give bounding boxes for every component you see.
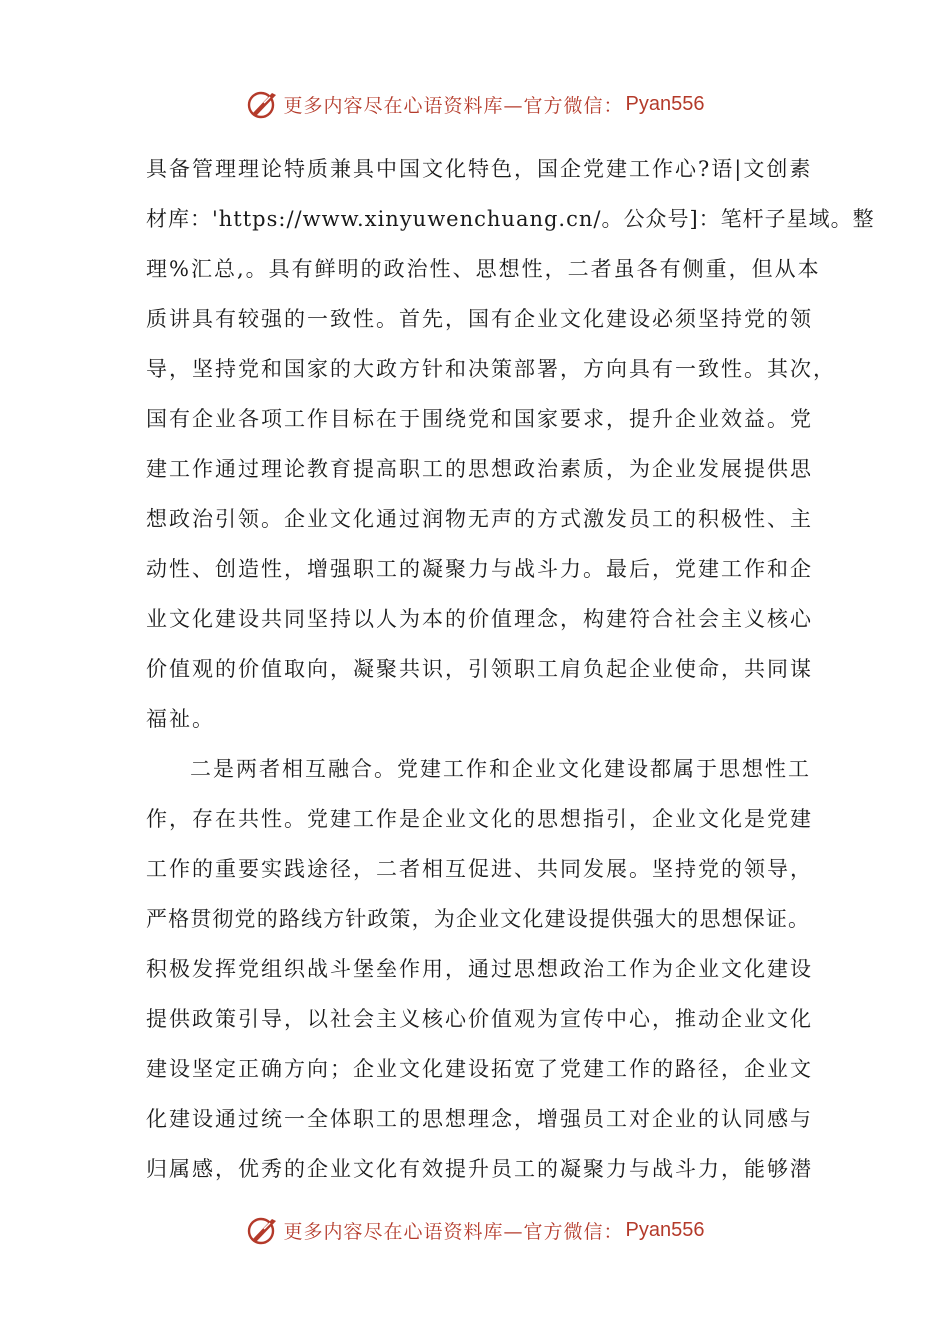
text-line: 建工作通过理论教育提高职工的思想政治素质，为企业发展提供思 <box>146 457 813 481</box>
text-line: 归属感，优秀的企业文化有效提升员工的凝聚力与战斗力，能够潜 <box>146 1157 813 1181</box>
quill-logo-icon <box>246 87 280 121</box>
text-line: 导，坚持党和国家的大政方针和决策部署，方向具有一致性。其次， <box>146 357 836 381</box>
header-watermark-banner <box>0 86 950 122</box>
text-line: 化建设通过统一全体职工的思想理念，增强员工对企业的认同感与 <box>146 1107 813 1131</box>
text-line: 想政治引领。企业文化通过润物无声的方式激发员工的积极性、主 <box>146 507 813 531</box>
text-line: 动性、创造性，增强职工的凝聚力与战斗力。最后，党建工作和企 <box>146 557 813 581</box>
text-line: 建设坚定正确方向；企业文化建设拓宽了党建工作的路径，企业文 <box>146 1057 813 1081</box>
document-body <box>146 144 875 1194</box>
quill-logo-icon <box>246 1213 280 1247</box>
text-line: 积极发挥党组织战斗堡垒作用，通过思想政治工作为企业文化建设 <box>146 957 813 981</box>
text-line: 工作的重要实践途径，二者相互促进、共同发展。坚持党的领导， <box>146 857 813 881</box>
footer-watermark-banner <box>0 1212 950 1248</box>
paragraph-1 <box>146 144 875 744</box>
wechat-id: Pyan556 <box>625 1218 705 1241</box>
text-line: 二是两者相互融合。党建工作和企业文化建设都属于思想性工 <box>190 757 811 781</box>
text-line: 质讲具有较强的一致性。首先，国有企业文化建设必须坚持党的领 <box>146 307 813 331</box>
text-line: 提供政策引导，以社会主义核心价值观为宣传中心，推动企业文化 <box>146 1007 813 1031</box>
text-line: 业文化建设共同坚持以人为本的价值理念，构建符合社会主义核心 <box>146 607 813 631</box>
text-line: 材库：'https://www.xinyuwenchuang.cn/。公众号]：笔杆子星域。整 <box>146 207 875 231</box>
text-line: 价值观的价值取向，凝聚共识，引领职工肩负起企业使命，共同谋 <box>146 657 813 681</box>
wechat-id: Pyan556 <box>625 92 705 115</box>
banner-text: 更多内容尽在心语资料库—官方微信： <box>283 1220 624 1243</box>
text-line: 具备管理理论特质兼具中国文化特色，国企党建工作心?语|文创素 <box>146 157 813 181</box>
text-line: 理%汇总,。具有鲜明的政治性、思想性，二者虽各有侧重，但从本 <box>146 257 821 281</box>
text-line: 国有企业各项工作目标在于围绕党和国家要求，提升企业效益。党 <box>146 407 813 431</box>
paragraph-2 <box>146 744 813 1194</box>
text-line: 福祉。 <box>146 707 215 731</box>
banner-text: 更多内容尽在心语资料库—官方微信： <box>283 94 624 117</box>
text-line: 作，存在共性。党建工作是企业文化的思想指引，企业文化是党建 <box>146 807 813 831</box>
text-line: 严格贯彻党的路线方针政策，为企业文化建设提供强大的思想保证。 <box>146 907 810 931</box>
